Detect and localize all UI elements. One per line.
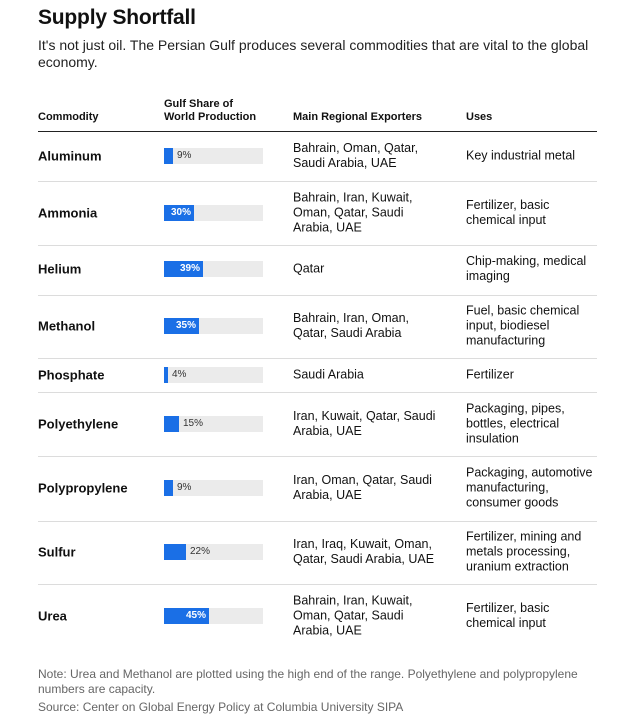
uses-line: imaging (466, 269, 510, 283)
commodity-name: Helium (38, 261, 82, 277)
chart-source: Source: Center on Global Energy Policy at Columbia University SIPA (38, 700, 404, 714)
uses-line: manufacturing (466, 333, 546, 348)
exporters-line: Oman, Qatar, Saudi (293, 205, 404, 220)
exporters-line: Bahrain, Iran, Oman, (293, 311, 410, 325)
uses-line: Chip-making, medical (466, 254, 587, 268)
uses-cell (466, 601, 606, 631)
exporters-line: Arabia, UAE (293, 424, 362, 438)
bar-track (164, 367, 263, 383)
bar-value-label: 4% (172, 369, 187, 380)
header-share (164, 98, 256, 124)
bar-value-label: 9% (177, 482, 192, 493)
exporters-line: Saudi Arabia (293, 367, 364, 382)
exporters-cell (293, 262, 453, 277)
row-divider (38, 245, 597, 246)
header-uses: Uses (466, 111, 493, 123)
bar-track (164, 205, 263, 221)
bar-sulfur (164, 544, 186, 560)
exporters-line: Arabia, UAE (293, 623, 362, 638)
commodity-name: Polyethylene (38, 416, 119, 432)
bar-track (164, 416, 263, 432)
uses-line: insulation (466, 431, 519, 446)
bar-value-label: 22% (190, 546, 211, 557)
header-exporters: Main Regional Exporters (293, 111, 422, 123)
uses-line: Fertilizer, basic (466, 601, 550, 615)
exporters-cell (293, 141, 453, 171)
bar-value-label: 30% (170, 207, 191, 218)
chart-subtitle: It's not just oil. The Persian Gulf produces several commodities that are vital to the global economy. (38, 37, 589, 70)
bar-aluminum (164, 148, 173, 164)
exporters-cell (293, 311, 453, 341)
uses-line: Fertilizer (466, 367, 514, 382)
exporters-line: Qatar (293, 261, 325, 276)
exporters-cell (293, 368, 453, 383)
row-divider (38, 584, 597, 585)
header-share-line1: Gulf Share of (164, 98, 234, 110)
uses-cell (466, 149, 606, 164)
chart-note: Note: Urea and Methanol are plotted using the high end of the range. Polyethylene and polypropylene numbers are capacity. (38, 667, 578, 696)
uses-line: Packaging, automotive (466, 465, 593, 480)
uses-line: bottles, electrical (466, 416, 560, 431)
bar-track (164, 544, 263, 560)
row-divider (38, 358, 597, 359)
exporters-line: Oman, Qatar, Saudi (293, 608, 404, 623)
exporters-line: Bahrain, Iran, Kuwait, (293, 190, 413, 205)
uses-line: chemical input (466, 616, 546, 630)
exporters-line: Iran, Kuwait, Qatar, Saudi (293, 409, 436, 423)
exporters-cell (293, 191, 453, 236)
commodity-name: Methanol (38, 318, 96, 334)
commodity-name: Ammonia (38, 205, 98, 221)
commodity-name: Urea (38, 608, 67, 624)
bar-value-label: 39% (179, 263, 200, 274)
exporters-cell (293, 409, 453, 439)
uses-line: consumer goods (466, 495, 559, 510)
uses-line: Packaging, pipes, (466, 401, 565, 416)
uses-line: manufacturing, (466, 480, 549, 495)
bar-value-label: 35% (175, 320, 196, 331)
uses-cell (466, 402, 606, 447)
exporters-line: Qatar, Saudi Arabia, UAE (293, 552, 435, 566)
uses-cell (466, 466, 606, 511)
commodity-name: Phosphate (38, 367, 105, 383)
uses-cell (466, 254, 606, 284)
exporters-cell (293, 537, 453, 567)
uses-line: uranium extraction (466, 559, 569, 574)
commodity-name: Sulfur (38, 544, 76, 560)
bar-track (164, 480, 263, 496)
uses-line: Fertilizer, basic (466, 198, 550, 212)
bar-track (164, 148, 263, 164)
commodity-name: Aluminum (38, 148, 102, 164)
bar-value-label: 9% (177, 150, 192, 161)
exporters-line: Bahrain, Iran, Kuwait, (293, 593, 413, 608)
bar-track (164, 608, 263, 624)
exporters-line: Saudi Arabia, UAE (293, 156, 397, 170)
uses-line: Fuel, basic chemical (466, 303, 580, 318)
bar-value-label: 45% (185, 610, 206, 621)
exporters-line: Bahrain, Oman, Qatar, (293, 141, 419, 155)
exporters-line: Qatar, Saudi Arabia (293, 326, 402, 340)
header-commodity: Commodity (38, 111, 99, 123)
row-divider (38, 181, 597, 182)
uses-cell (466, 198, 606, 228)
uses-cell (466, 368, 606, 383)
uses-line: chemical input (466, 213, 546, 227)
bar-polyethylene (164, 416, 179, 432)
uses-line: input, biodiesel (466, 318, 550, 333)
header-share-line2: World Production (164, 111, 257, 123)
commodity-name: Polypropylene (38, 480, 128, 496)
exporters-line: Arabia, UAE (293, 488, 362, 502)
bar-phosphate (164, 367, 168, 383)
exporters-line: Arabia, UAE (293, 220, 362, 235)
uses-line: Fertilizer, mining and (466, 529, 582, 544)
bar-track (164, 261, 263, 277)
exporters-cell (293, 594, 453, 639)
bar-value-label: 15% (183, 418, 204, 429)
bar-polypropylene (164, 480, 173, 496)
bar-track (164, 318, 263, 334)
header-rule (38, 131, 597, 132)
chart-title: Supply Shortfall (38, 6, 196, 29)
uses-line: metals processing, (466, 544, 571, 559)
exporters-line: Iran, Oman, Qatar, Saudi (293, 473, 432, 487)
uses-line: Key industrial metal (466, 148, 576, 163)
uses-cell (466, 304, 606, 349)
row-divider (38, 521, 597, 522)
exporters-cell (293, 473, 453, 503)
row-divider (38, 295, 597, 296)
uses-cell (466, 530, 606, 575)
exporters-line: Iran, Iraq, Kuwait, Oman, (293, 537, 432, 551)
row-divider (38, 392, 597, 393)
row-divider (38, 456, 597, 457)
